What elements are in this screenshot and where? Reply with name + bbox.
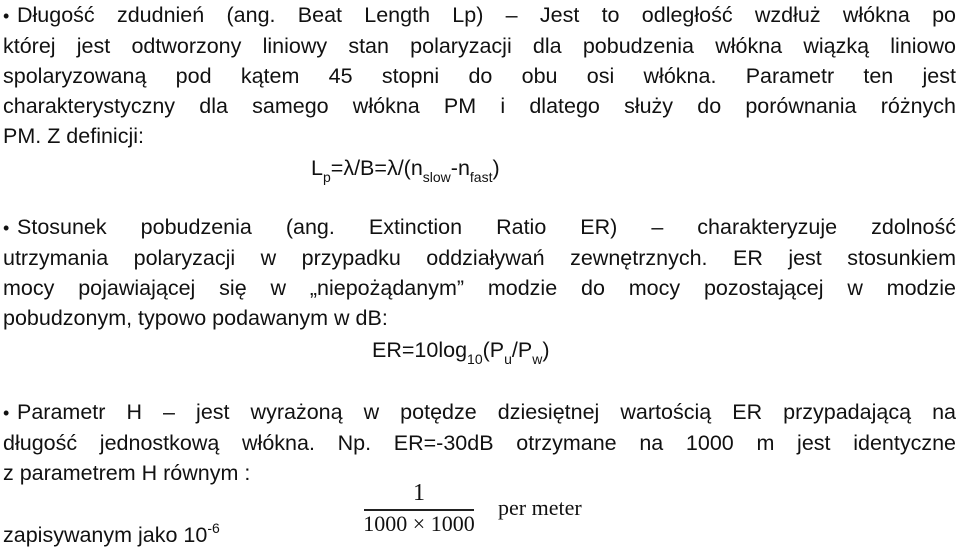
- formula-part: ): [492, 156, 500, 180]
- formula-part: ): [542, 338, 550, 362]
- text-line: z parametrem H równym :: [3, 461, 251, 485]
- text-line: charakterystyczny dla samego włókna PM i dlatego służy do porównania różnych: [3, 94, 956, 118]
- fraction-suffix: per meter: [498, 495, 582, 520]
- text-span: Stosunek pobudzenia (ang. Extinction Ratio ER) – charakteryzuje zdolność: [17, 215, 956, 239]
- text-line: spolaryzowaną pod kątem 45 stopni do obu osi włókna. Parametr ten jest: [3, 64, 956, 88]
- formula-subscript: w: [532, 351, 543, 367]
- text-span: Parametr H – jest wyrażoną w potędze dziesiętnej wartością ER przypadającą na: [17, 400, 956, 424]
- formula-beat-length: [311, 156, 500, 185]
- formula-subscript: 10: [467, 351, 483, 367]
- text-line: której jest odtworzony liniowy stan polaryzacji dla pobudzenia włókna wiązką liniowo: [3, 34, 956, 58]
- text-line: PM. Z definicji:: [3, 124, 144, 148]
- text-line: [3, 397, 956, 428]
- text-line: pobudzonym, typowo podawanym w dB:: [3, 306, 388, 330]
- fraction-figure: [360, 480, 580, 540]
- fraction-denominator: 1000 × 1000: [363, 511, 475, 536]
- formula-subscript: u: [504, 351, 512, 367]
- text-line: utrzymania polaryzacji w przypadku oddziaływań zewnętrznych. ER jest stosunkiem: [3, 246, 956, 270]
- formula-part: /P: [511, 338, 533, 362]
- bullet-icon: •: [3, 403, 10, 423]
- bullet-icon: •: [3, 218, 10, 238]
- formula-part: (P: [482, 338, 505, 362]
- formula-part: =λ/B=λ/(n: [330, 156, 423, 180]
- text-span: Długość zdudnień (ang. Beat Length Lp) – Jest to odległość wzdłuż włókna po: [17, 3, 956, 27]
- formula-part: -n: [450, 156, 470, 180]
- fraction-numerator: 1: [413, 480, 425, 506]
- section-extinction-ratio: [3, 212, 956, 333]
- text-line: [3, 212, 956, 243]
- text-span: zapisywanym jako 10: [3, 523, 208, 547]
- formula-subscript: slow: [422, 169, 451, 185]
- bullet-icon: •: [3, 6, 10, 26]
- formula-extinction-ratio: [372, 338, 550, 367]
- text-line: [3, 0, 956, 31]
- formula-subscript: fast: [469, 169, 493, 185]
- formula-part: L: [311, 156, 323, 180]
- exponent-superscript: -6: [207, 520, 220, 536]
- section-beat-length: [3, 0, 956, 151]
- text-line: mocy pojawiającej się w „niepożądanym” modzie do mocy pozostającej w modzie: [3, 276, 956, 300]
- formula-subscript: p: [322, 169, 331, 185]
- formula-part: ER=10log: [372, 338, 468, 362]
- text-line: długość jednostkową włókna. Np. ER=-30dB otrzymane na 1000 m jest identyczne: [3, 431, 956, 455]
- fraction: [360, 480, 478, 540]
- section-parameter-h: [3, 397, 956, 488]
